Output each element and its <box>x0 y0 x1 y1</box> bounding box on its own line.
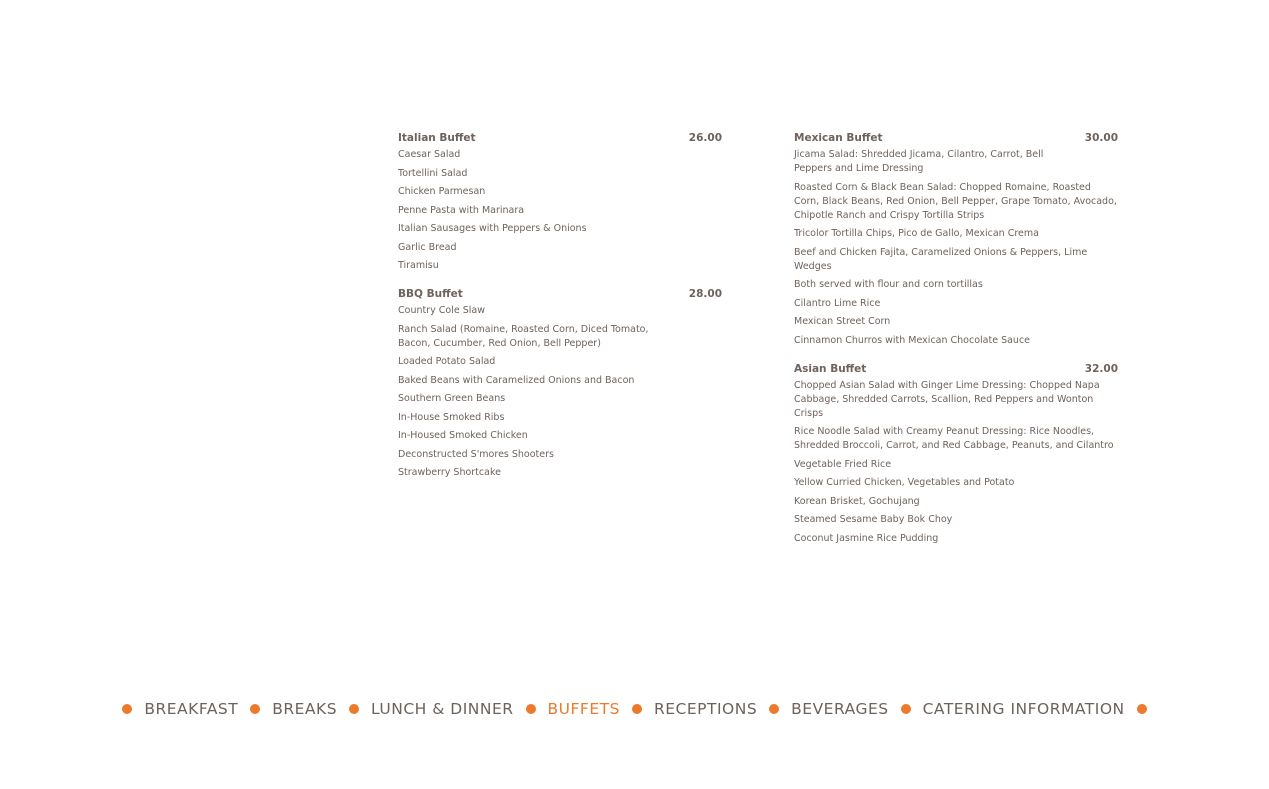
menu-item: Tiramisu <box>398 260 439 271</box>
menu-column-left <box>398 132 722 495</box>
menu-item: Mexican Street Corn <box>794 316 891 327</box>
menu-item: Country Cole Slaw <box>398 305 485 316</box>
menu-item: Chicken Parmesan <box>398 186 486 197</box>
nav-catering-information[interactable]: CATERING INFORMATION <box>922 700 1125 718</box>
menu-section-italian-buffet <box>398 132 722 273</box>
menu-item: Baked Beans with Caramelized Onions and Bacon <box>398 374 635 386</box>
menu-item: Coconut Jasmine Rice Pudding <box>794 532 939 544</box>
menu-item: Rice Noodle Salad with Creamy Peanut Dressing: Rice Noodles, Shredded Broccoli, Carrot, and Red Cabbage, Peanuts, and Cilantro <box>794 426 1114 451</box>
menu-item: Garlic Bread <box>398 241 457 253</box>
menu-item: In-Housed Smoked Chicken <box>398 430 528 441</box>
menu-section-bbq-buffet <box>398 288 722 480</box>
nav-beverages[interactable]: BEVERAGES <box>791 700 889 718</box>
menu-item: Both served with flour and corn tortillas <box>794 279 983 290</box>
nav-breakfast[interactable]: BREAKFAST <box>144 700 239 718</box>
nav-receptions[interactable]: RECEPTIONS <box>653 700 758 718</box>
menu-item: Chopped Asian Salad with Ginger Lime Dressing: Chopped Napa Cabbage, Shredded Carrots, Scallion, Red Peppers and Wonton Crisps <box>794 379 1100 419</box>
section-header <box>398 132 722 145</box>
menu-item: Yellow Curried Chicken, Vegetables and Potato <box>794 477 1015 488</box>
bullet-dot-icon <box>122 704 132 714</box>
menu-item: Ranch Salad (Romaine, Roasted Corn, Diced Tomato, Bacon, Cucumber, Red Onion, Bell Pepper) <box>398 323 649 349</box>
menu-section-asian-buffet <box>794 363 1118 546</box>
bottom-navigation <box>0 700 1269 718</box>
menu-item: Deconstructed S'mores Shooters <box>398 448 554 460</box>
nav-lunch-dinner[interactable]: LUNCH & DINNER <box>371 700 514 718</box>
bullet-dot-icon <box>632 704 642 714</box>
section-price: 26.00 <box>688 132 722 144</box>
menu-item: Vegetable Fried Rice <box>794 458 892 470</box>
section-title: Asian Buffet <box>794 362 867 375</box>
menu-item: In-House Smoked Ribs <box>398 411 505 423</box>
menu-item: Tricolor Tortilla Chips, Pico de Gallo, Mexican Crema <box>794 228 1039 239</box>
section-title: Italian Buffet <box>398 132 476 144</box>
menu-item: Caesar Salad <box>398 149 461 160</box>
menu-item: Tortellini Salad <box>398 167 468 179</box>
menu-item: Cilantro Lime Rice <box>794 297 881 309</box>
bullet-dot-icon <box>1137 704 1147 714</box>
menu-item: Beef and Chicken Fajita, Caramelized Onions & Peppers, Lime Wedges <box>794 246 1088 272</box>
section-header <box>794 363 1118 376</box>
menu-item: Loaded Potato Salad <box>398 356 496 367</box>
bullet-dot-icon <box>526 704 536 714</box>
menu-item: Italian Sausages with Peppers & Onions <box>398 223 587 234</box>
bullet-dot-icon <box>349 704 359 714</box>
section-price: 32.00 <box>1084 362 1118 375</box>
menu-column-right <box>794 132 1118 561</box>
menu-item: Penne Pasta with Marinara <box>398 204 525 216</box>
bullet-dot-icon <box>769 704 779 714</box>
section-header <box>398 288 722 301</box>
menu-item: Steamed Sesame Baby Bok Choy <box>794 514 953 525</box>
menu-item: Roasted Corn & Black Bean Salad: Chopped Romaine, Roasted Corn, Black Beans, Red Onion, Bell Pepper, Grape Tomato, Avocado, Chipotle Ranch and Crispy Tortilla Strips <box>794 181 1117 221</box>
bullet-dot-icon <box>250 704 260 714</box>
menu-section-mexican-buffet <box>794 132 1118 348</box>
nav-breaks[interactable]: BREAKS <box>272 700 338 718</box>
menu-item: Southern Green Beans <box>398 393 506 404</box>
section-price: 28.00 <box>688 288 722 300</box>
section-price: 30.00 <box>1084 132 1118 144</box>
nav-buffets[interactable]: BUFFETS <box>547 700 620 718</box>
menu-item: Strawberry Shortcake <box>398 467 501 478</box>
section-title: BBQ Buffet <box>398 288 463 300</box>
menu-item: Cinnamon Churros with Mexican Chocolate Sauce <box>794 334 1031 346</box>
bullet-dot-icon <box>901 704 911 714</box>
menu-item: Korean Brisket, Gochujang <box>794 495 920 507</box>
menu-item: Jicama Salad: Shredded Jicama, Cilantro, Carrot, Bell Peppers and Lime Dressing <box>794 149 1044 174</box>
section-title: Mexican Buffet <box>794 132 883 144</box>
section-header <box>794 132 1118 145</box>
